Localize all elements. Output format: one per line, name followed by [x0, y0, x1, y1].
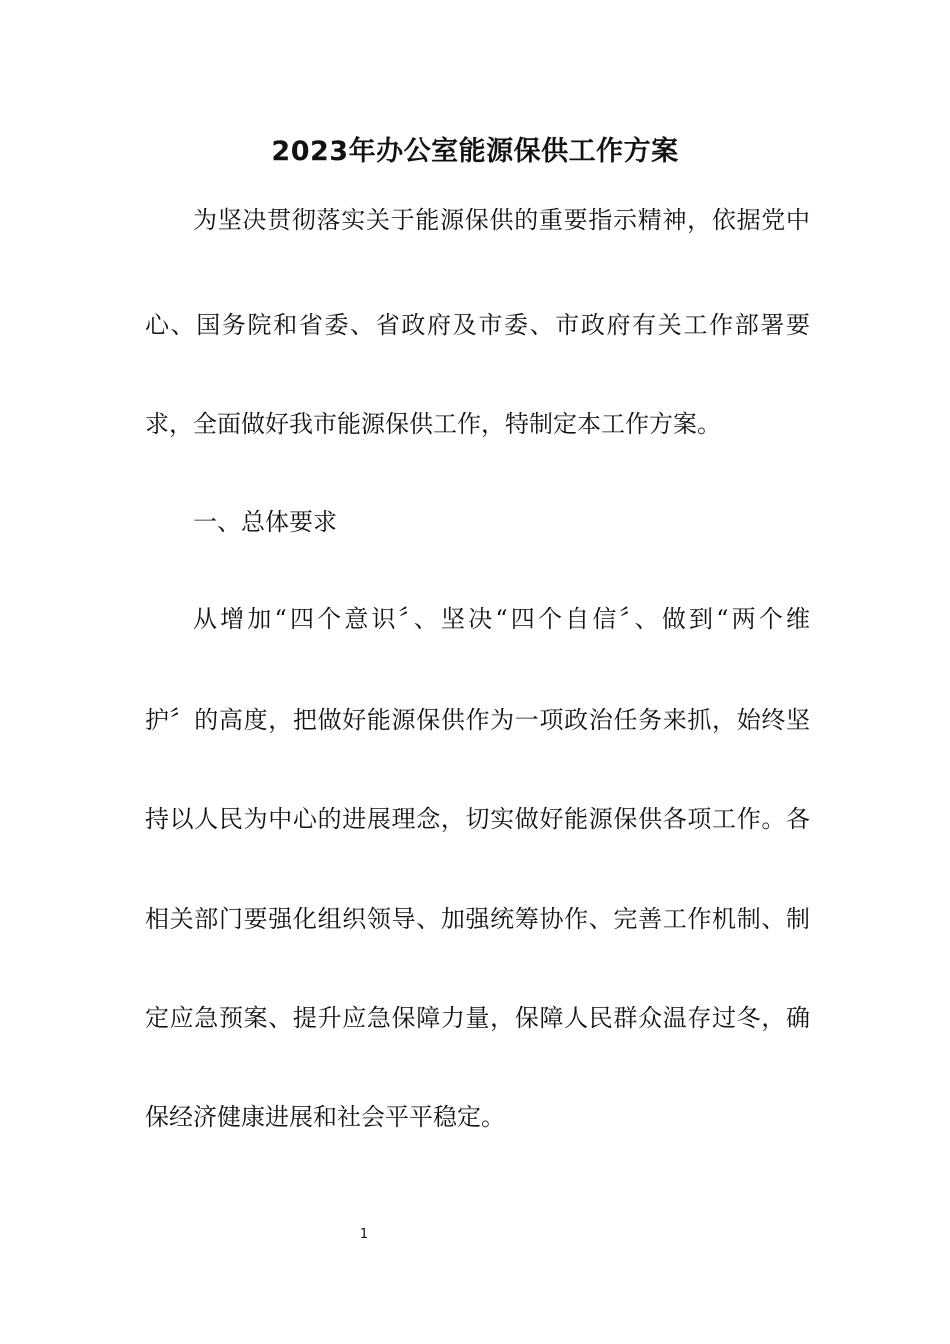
section-heading: 一、总体要求	[193, 508, 337, 536]
paragraph-line: 护〞的高度，把做好能源保供作为一项政治任务来抓，始终坚	[145, 706, 810, 734]
paragraph-line: 为坚决贯彻落实关于能源保供的重要指示精神，依据党中	[193, 206, 810, 234]
paragraph-line: 求，全面做好我市能源保供工作，特制定本工作方案。	[145, 410, 721, 438]
document-title: 2023年办公室能源保供工作方案	[271, 136, 679, 167]
paragraph-line: 心、国务院和省委、省政府及市委、市政府有关工作部署要	[145, 311, 810, 339]
paragraph-line: 持以人民为中心的进展理念，切实做好能源保供各项工作。各	[145, 805, 810, 833]
paragraph-line: 从增加“四个意识〞、坚决“四个自信〞、做到“两个维	[193, 605, 810, 633]
page-number: 1	[359, 1227, 369, 1242]
paragraph-line: 保经济健康进展和社会平平稳定。	[145, 1103, 505, 1131]
paragraph-line: 相关部门要强化组织领导、加强统筹协作、完善工作机制、制	[145, 905, 810, 933]
paragraph-line: 定应急预案、提升应急保障力量，保障人民群众温存过冬，确	[145, 1004, 810, 1032]
